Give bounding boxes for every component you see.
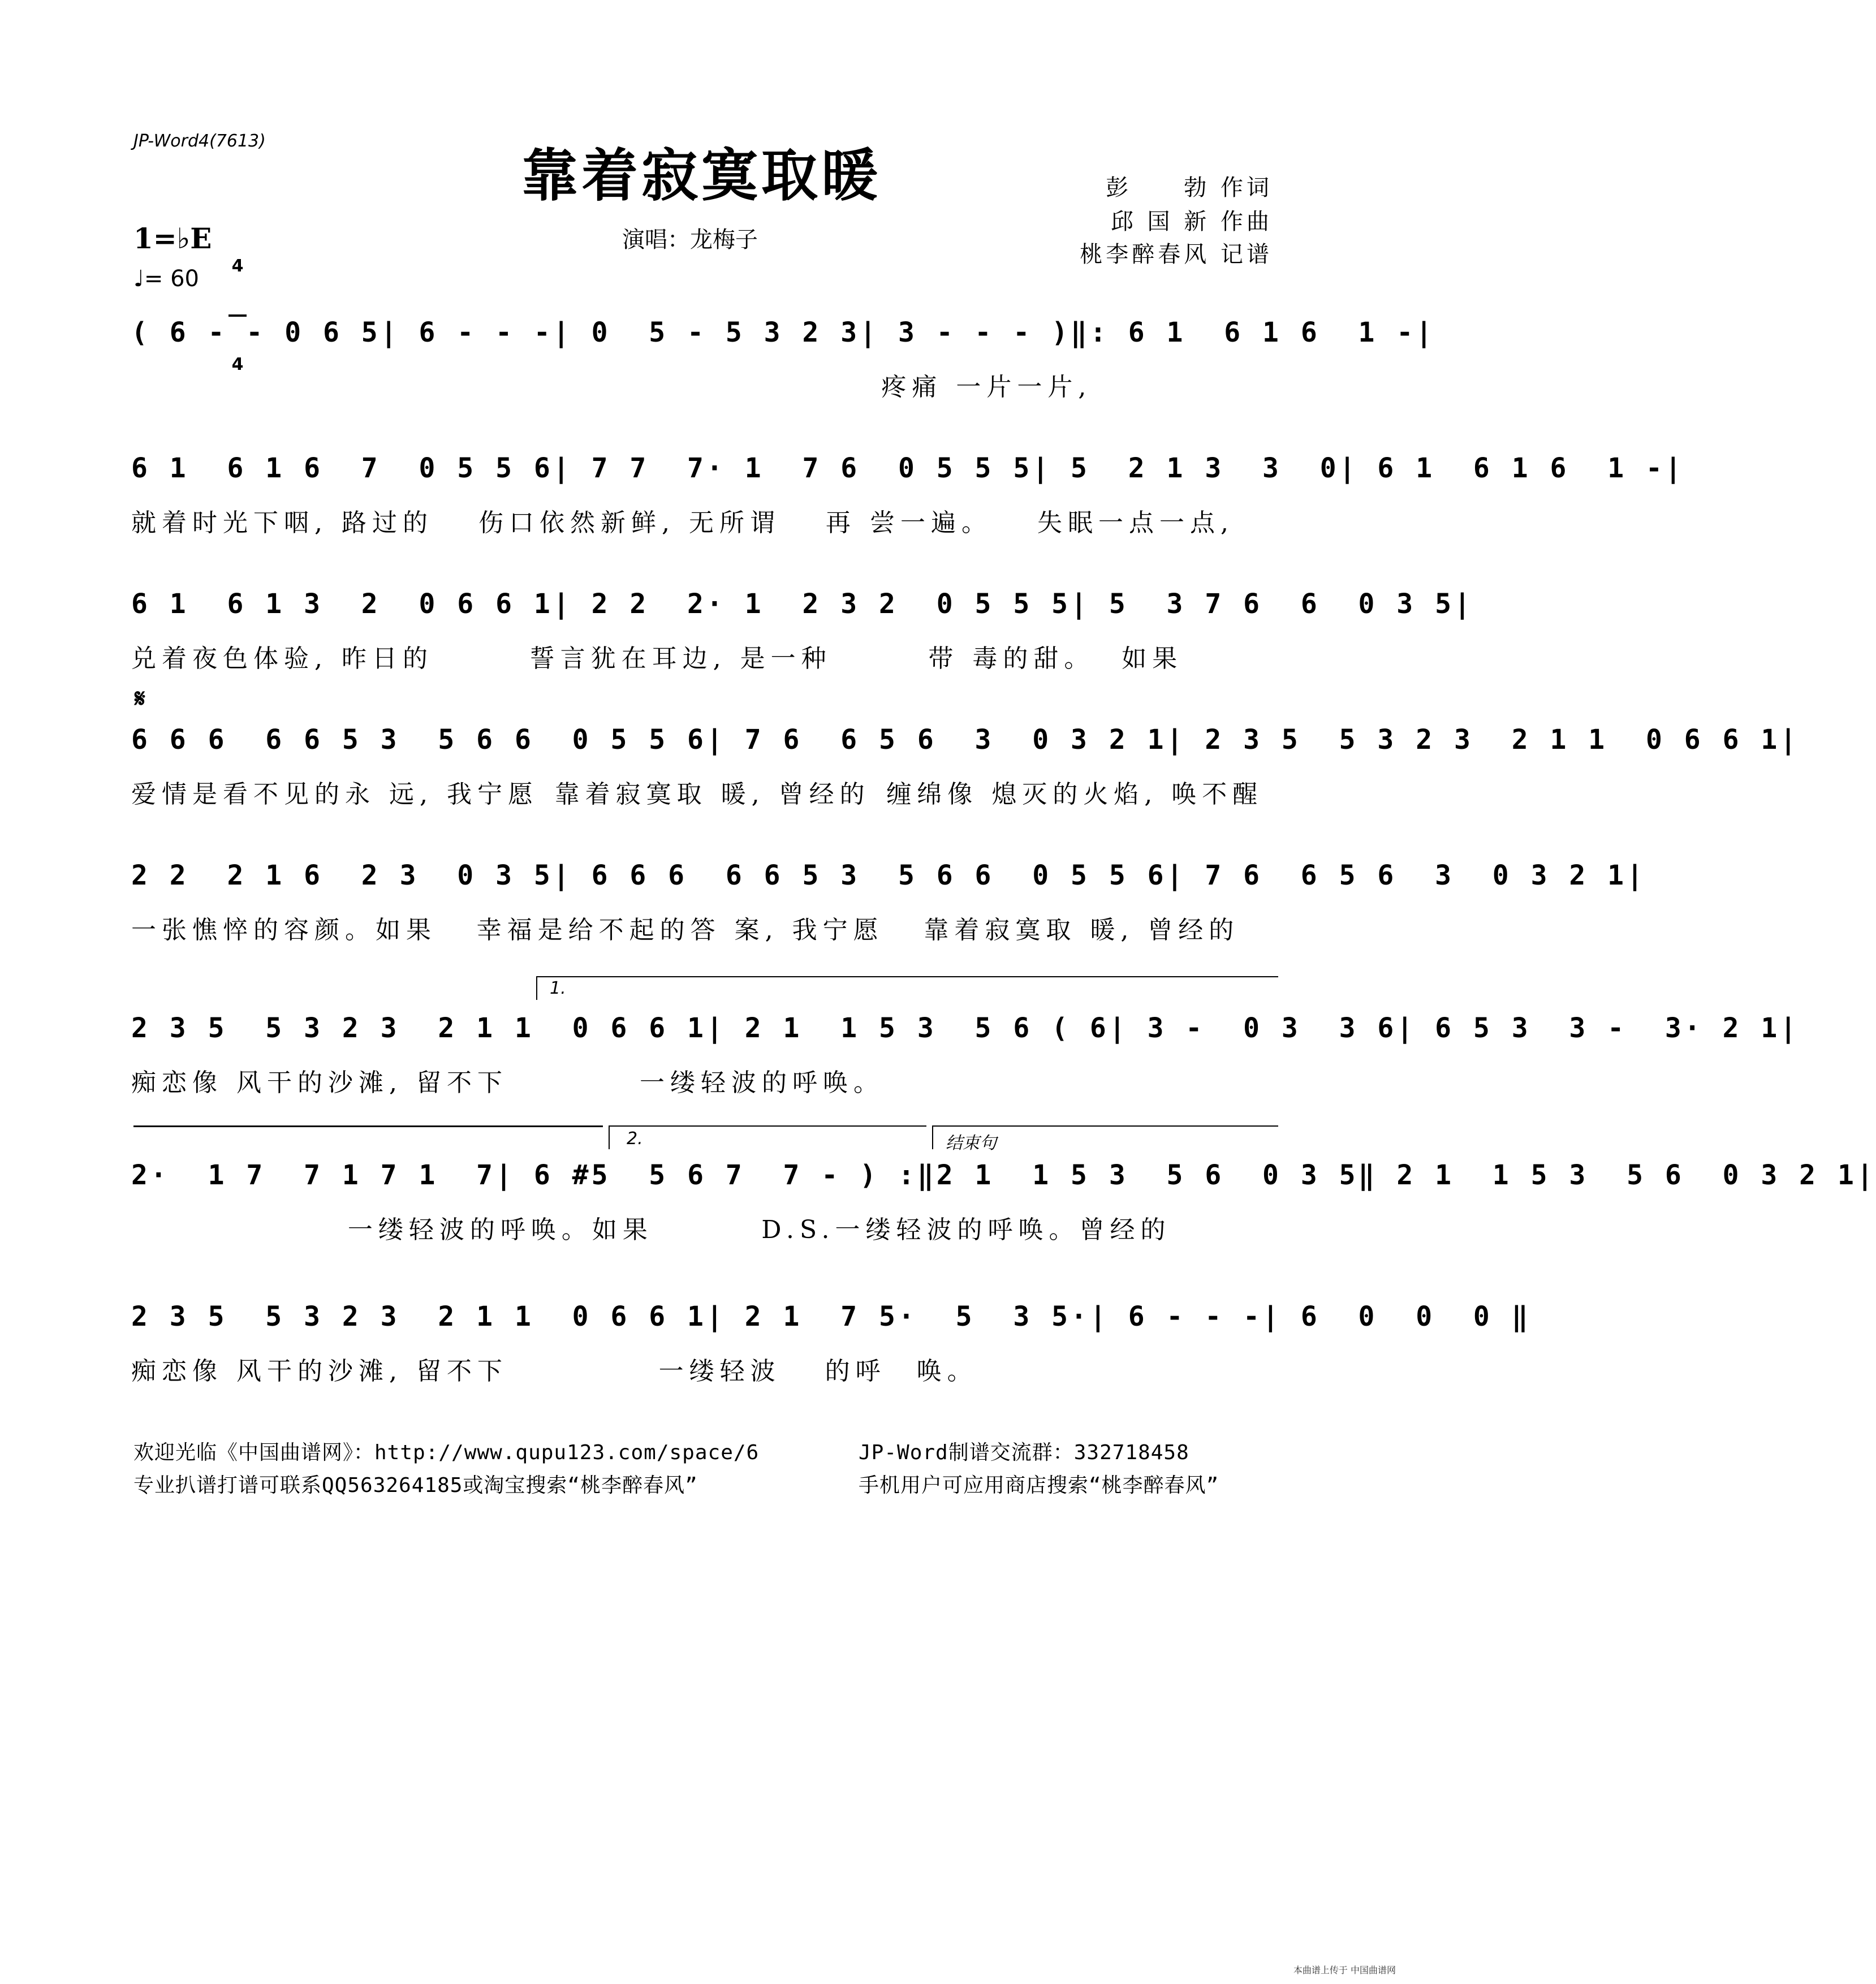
key-signature: 1=♭E [133,222,212,255]
measure-notes: | 2 1 7 5· 5 3 5· [706,1301,1090,1332]
measure-notes: | [1664,452,1684,484]
measure-lyrics: 一缕轻波的呼唤。 [639,1068,884,1097]
measure-lyrics: 痴恋像 风干的沙滩, 留不下 [131,1357,508,1386]
measure-lyrics: 一缕轻波的呼唤。如果 [347,1215,653,1244]
song-title: 靠着寂寞取暖 [521,142,881,209]
measure-lyrics: 爱情是看不见的永 远, 我宁愿 [131,780,538,809]
upload-watermark: 本曲谱上传于 中国曲谱网 [1293,1965,1396,1976]
measure-notes: | 7 6 6 5 6 3 0 3 2 1 [1166,860,1627,891]
measure-notes: | 6 1 6 1 6 1 - [1339,452,1665,484]
measure-lyrics: D.S.一缕轻波的呼唤。曾经的 [761,1215,1171,1244]
lyrics-row [131,502,1279,538]
measure-lyrics: 伤口依然新鲜, 无所谓 [478,508,780,537]
measure-notes: ‖: 6 1 6 1 6 1 - [1071,317,1416,348]
measure-notes: | 7 6 6 5 6 3 0 3 2 1 [706,724,1167,756]
measure-notes: | 6 6 6 6 6 5 3 5 6 6 0 5 5 6 [553,860,1167,891]
measure-notes: | 6 5 3 3 - 3· 2 1 [1396,1012,1780,1044]
notation-row [131,588,1473,620]
measure-notes: | 5 3 7 6 6 0 3 5 [1071,588,1454,620]
measure-notes: 2 3 5 5 3 2 3 2 1 1 0 6 6 1 [131,1301,706,1332]
footer-app-line: 手机用户可应用商店搜索“桃李醉春风” [859,1474,1219,1497]
measure-notes: | 0 5 - 5 3 2 3 [553,317,860,348]
notation-row [131,1159,1876,1191]
system-divider [133,1125,603,1127]
time-signature-top: 4 [231,256,244,276]
notation-row [131,1301,1531,1332]
measure-notes: | [1416,317,1435,348]
measure-notes: | 7 7 7· 1 7 6 0 5 5 5 [553,452,1033,484]
measure-lyrics: 一缕轻波 的呼 唤。 [658,1357,978,1386]
segno-icon: 𝄋 [135,684,145,713]
measure-lyrics: 誓言犹在耳边, 是一种 [529,644,832,673]
lyrics-row [131,1062,1279,1098]
notation-row [131,1012,1800,1044]
measure-notes: 2 1 1 5 3 5 6 0 3 5 [936,1159,1359,1191]
measure-notes: | 3 - - - ) [860,317,1071,348]
lyrics-row [131,909,1279,946]
measure-notes: | [1780,724,1800,756]
lyricist-credit: 彭 勃 作词 [1106,175,1273,201]
measure-notes: | 6 0 0 0 ‖ [1262,1301,1531,1332]
lyrics-row [131,1209,1279,1245]
measure-notes: | [1780,1012,1800,1044]
measure-lyrics: 再 尝一遍。 [825,508,992,537]
notation-row [131,724,1800,756]
footer-site-line: 欢迎光临《中国曲谱网》：http://www.qupu123.com/space/6 [133,1441,760,1464]
measure-lyrics: 幸福是给不起的答 案, 我宁愿 [476,916,884,944]
measure-notes: | [1856,1159,1876,1191]
measure-notes: | 3 - 0 3 3 6 [1109,1012,1397,1044]
time-signature-bottom: 4 [231,355,244,374]
volta-label-1: 1. [550,978,566,998]
measure-notes: 6 1 6 1 3 2 0 6 6 1 [131,588,553,620]
composer-credit: 邱 国 新 作曲 [1110,209,1273,235]
measure-notes: | 2 2 2· 1 2 3 2 0 5 5 5 [553,588,1071,620]
coda-label: 结束句 [946,1133,997,1153]
measure-notes: 2 3 5 5 3 2 3 2 1 1 0 6 6 1 [131,1012,706,1044]
measure-notes: | 2 1 1 5 3 5 6 ( 6 [706,1012,1109,1044]
measure-lyrics: 缠绵像 熄灭的火焰, 唤不醒 [886,780,1263,809]
lyrics-row [131,1351,1279,1387]
performer: 演唱：龙梅子 [622,227,758,253]
notation-row [131,317,1435,348]
measure-notes: 6 6 6 6 6 5 3 5 6 6 0 5 5 6 [131,724,706,756]
measure-notes: | 6 - - - [1089,1301,1263,1332]
measure-notes: ‖ 2 1 1 5 3 5 6 0 3 2 1 [1358,1159,1857,1191]
measure-lyrics: 带 毒的甜。 如果 [928,644,1183,673]
measure-notes: | 6 #5 5 6 7 7 - ) :‖ [495,1159,937,1191]
measure-notes: | 5 2 1 3 3 0 [1032,452,1339,484]
measure-notes: ( 6 - - 0 6 5 [131,317,381,348]
notation-row [131,452,1684,484]
measure-lyrics: 靠着寂寞取 暖, 曾经的 [924,916,1240,944]
measure-lyrics: 就着时光下咽, 路过的 [131,508,433,537]
volta-label-2: 2. [627,1129,643,1149]
measure-notes: | [1627,860,1646,891]
volta-bracket-1 [536,976,1278,1000]
measure-lyrics: 疼痛 一片一片, [881,373,1092,402]
measure-notes: | [1454,588,1473,620]
measure-lyrics: 靠着寂寞取 暖, 曾经的 [554,780,870,809]
footer-contact-line: 专业扒谱打谱可联系QQ563264185或淘宝搜索“桃李醉春风” [133,1474,698,1497]
measure-lyrics: 痴恋像 风干的沙滩, 留不下 [131,1068,508,1097]
measure-notes: | 6 - - - [380,317,553,348]
transcriber-credit: 桃李醉春风 记谱 [1080,241,1273,268]
measure-notes: | 2 3 5 5 3 2 3 2 1 1 0 6 6 1 [1166,724,1780,756]
lyrics-row [131,774,1279,810]
volta-bracket-2 [609,1125,926,1149]
tempo-marking: ♩= 60 [133,266,199,292]
notation-row [131,860,1646,891]
software-tag: JP-Word4(7613) [133,131,266,151]
measure-lyrics: 失眠一点一点, [1037,508,1234,537]
measure-notes: 2 2 2 1 6 2 3 0 3 5 [131,860,553,891]
lyrics-row [131,638,1279,674]
measure-lyrics: 一张憔悴的容颜。如果 [131,916,437,944]
lyrics-row [131,366,1279,403]
measure-notes: 2· 1 7 7 1 7 1 7 [131,1159,496,1191]
measure-lyrics: 兑着夜色体验, 昨日的 [131,644,433,673]
measure-notes: 6 1 6 1 6 7 0 5 5 6 [131,452,553,484]
footer-group-line: JP-Word制谱交流群：332718458 [859,1441,1189,1464]
